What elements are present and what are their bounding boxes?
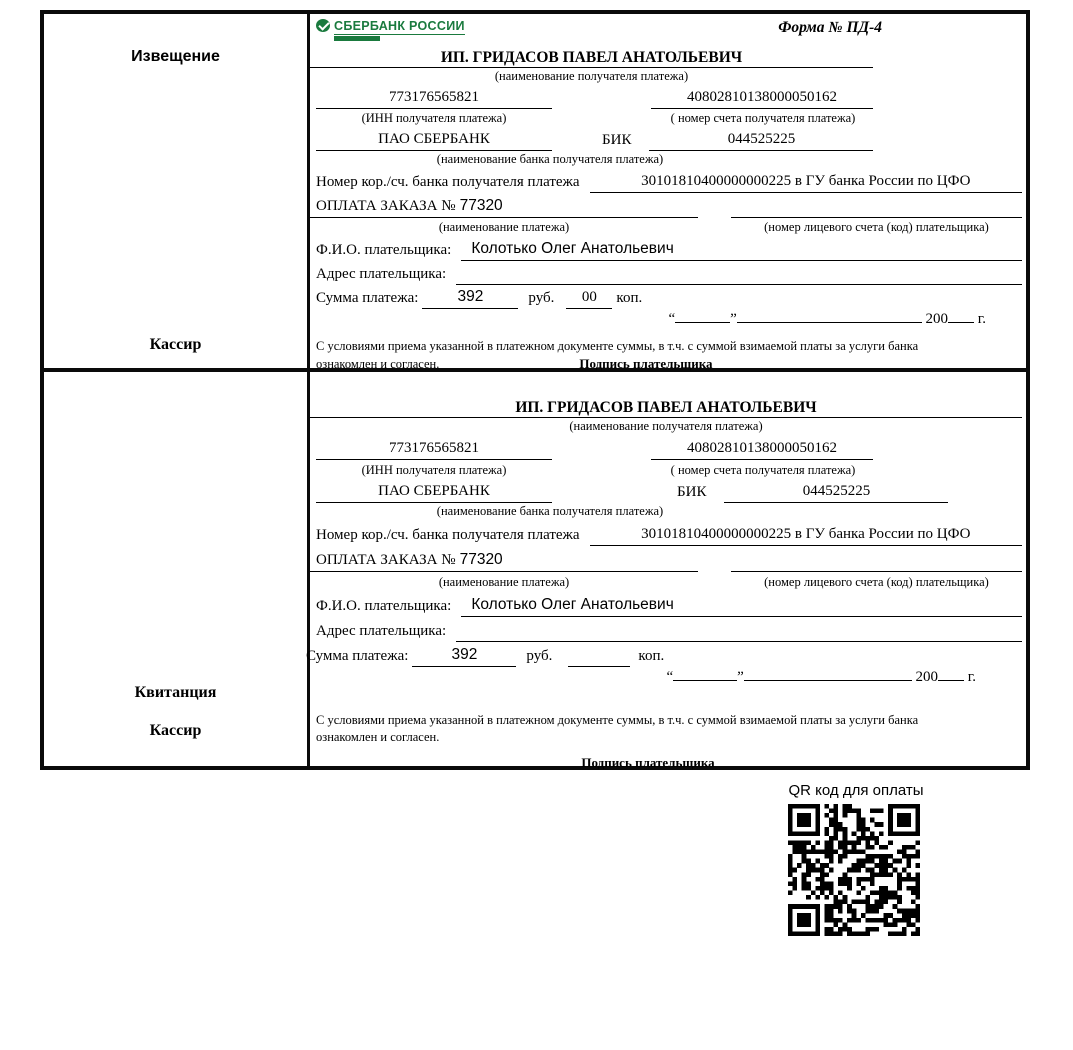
bank-name-caption: (наименование банка получателя платежа) xyxy=(436,152,664,166)
notice-side-column xyxy=(44,14,310,368)
corr-account-value: 30101810400000000225 в ГУ банка России по ЦФО xyxy=(590,170,1022,193)
agreement-line2: ознакомлен и согласен. xyxy=(316,729,440,744)
payer-address-caption: Адрес плательщика: xyxy=(316,623,447,639)
sum-kop-value: 00 xyxy=(566,286,612,309)
corr-account-value: 30101810400000000225 в ГУ банка России по ЦФО xyxy=(590,523,1022,546)
recipient-name-caption: (наименование получателя платежа) xyxy=(494,69,689,83)
agreement-line2: ознакомлен и согласен. xyxy=(316,356,440,371)
sum-caption: Сумма платежа: xyxy=(316,290,419,306)
sum-caption: Сумма платежа: xyxy=(306,648,409,664)
year-prefix: 200 xyxy=(925,311,949,327)
rub-caption: руб. xyxy=(526,648,553,664)
inn-caption: (ИНН получателя платежа) xyxy=(361,463,507,477)
order-number: 77320 xyxy=(459,551,503,568)
payer-signature-caption: Подпись плательщика xyxy=(579,355,713,371)
agreement-text xyxy=(310,712,986,745)
qr-label: QR код для оплаты xyxy=(788,782,924,799)
payment-name-caption: (наименование платежа) xyxy=(438,575,570,589)
notice-content xyxy=(310,14,1026,371)
order-number: 77320 xyxy=(459,197,503,214)
date-line xyxy=(310,309,1022,332)
payment-name-caption: (наименование платежа) xyxy=(438,220,570,234)
sum-rub-value: 392 xyxy=(412,644,516,667)
payment-purpose-text: ОПЛАТА ЗАКАЗА № xyxy=(316,198,456,214)
kop-caption: коп. xyxy=(638,648,665,664)
payer-address-value xyxy=(456,263,1022,285)
receipt-label: Квитанция xyxy=(134,684,217,701)
agreement-text xyxy=(310,338,986,372)
quote-open: “ xyxy=(668,311,676,327)
recipient-name-caption: (наименование получателя платежа) xyxy=(569,419,763,433)
corr-account-caption: Номер кор./сч. банка получателя платежа xyxy=(316,527,580,543)
sberbank-logo-icon xyxy=(316,19,330,32)
payer-address-value xyxy=(456,620,1022,642)
qr-code xyxy=(788,804,920,936)
payer-code-field xyxy=(731,196,1022,218)
payer-fio-value: Колотько Олег Анатольевич xyxy=(461,594,1022,617)
cashier-label: Кассир xyxy=(149,722,202,739)
payer-code-caption: (номер лицевого счета (код) плательщика) xyxy=(764,220,989,234)
sberbank-logo xyxy=(316,19,465,41)
sum-rub-value: 392 xyxy=(422,286,518,309)
payer-code-field xyxy=(731,550,1022,572)
corr-account-caption: Номер кор./сч. банка получателя платежа xyxy=(316,174,580,190)
sberbank-logo-text: СБЕРБАНК РОССИИ xyxy=(334,19,465,33)
bank-name-caption: (наименование банка получателя платежа) xyxy=(436,504,664,518)
bik-value: 044525225 xyxy=(724,480,948,503)
receipt-content xyxy=(306,372,1026,770)
notice-section xyxy=(44,14,1026,372)
quote-open: “ xyxy=(666,669,674,685)
year-prefix: 200 xyxy=(915,669,939,685)
month-field xyxy=(744,667,912,681)
payment-purpose-text: ОПЛАТА ЗАКАЗА № xyxy=(316,552,456,568)
inn-value: 773176565821 xyxy=(316,437,552,460)
agreement-line1: С условиями приема указанной в платежном документе суммы, в т.ч. с суммой взимаемой платы за услуги банка xyxy=(316,339,919,353)
rub-caption: руб. xyxy=(528,290,555,306)
cashier-label: Кассир xyxy=(149,336,202,353)
account-caption: ( номер счета получателя платежа) xyxy=(670,111,856,125)
day-field xyxy=(675,309,730,323)
account-value: 40802810138000050162 xyxy=(651,437,873,460)
quote-close: ” xyxy=(737,669,744,685)
receipt-section xyxy=(44,372,1026,770)
quote-close: ” xyxy=(730,311,737,327)
kop-caption: коп. xyxy=(616,290,643,306)
bik-value: 044525225 xyxy=(649,128,873,151)
payer-address-caption: Адрес плательщика: xyxy=(316,266,447,282)
sberbank-logo-strip xyxy=(334,36,380,41)
day-field xyxy=(673,667,737,681)
account-value: 40802810138000050162 xyxy=(651,86,873,109)
inn-caption: (ИНН получателя платежа) xyxy=(361,111,507,125)
payer-code-caption: (номер лицевого счета (код) плательщика) xyxy=(764,575,989,589)
bik-caption: БИК xyxy=(677,484,707,500)
account-caption: ( номер счета получателя платежа) xyxy=(670,463,856,477)
bank-name-value: ПАО СБЕРБАНК xyxy=(316,480,552,503)
year-field xyxy=(938,667,964,681)
receipt-side-column xyxy=(44,372,310,766)
year-suffix: г. xyxy=(967,669,976,685)
notice-label: Извещение xyxy=(131,48,220,65)
payer-fio-value: Колотько Олег Анатольевич xyxy=(461,238,1022,261)
recipient-name: ИП. ГРИДАСОВ ПАВЕЛ АНАТОЛЬЕВИЧ xyxy=(310,48,873,68)
payment-form xyxy=(40,10,1030,770)
agreement-line1: С условиями приема указанной в платежном документе суммы, в т.ч. с суммой взимаемой платы за услуги банка xyxy=(316,713,919,727)
payment-purpose xyxy=(310,195,698,218)
payer-fio-caption: Ф.И.О. плательщика: xyxy=(316,242,452,258)
recipient-name: ИП. ГРИДАСОВ ПАВЕЛ АНАТОЛЬЕВИЧ xyxy=(310,398,1022,418)
form-number-title: Форма № ПД-4 xyxy=(778,19,882,36)
bank-name-value: ПАО СБЕРБАНК xyxy=(316,128,552,151)
year-field xyxy=(948,309,974,323)
payer-fio-caption: Ф.И.О. плательщика: xyxy=(316,598,452,614)
month-field xyxy=(737,309,922,323)
inn-value: 773176565821 xyxy=(316,86,552,109)
year-suffix: г. xyxy=(977,311,986,327)
sum-kop-value xyxy=(568,666,630,667)
payment-purpose xyxy=(310,549,698,572)
payer-signature-caption: Подпись плательщика xyxy=(581,755,715,770)
bik-caption: БИК xyxy=(602,132,632,148)
date-line xyxy=(310,667,1022,690)
qr-block xyxy=(788,782,924,936)
